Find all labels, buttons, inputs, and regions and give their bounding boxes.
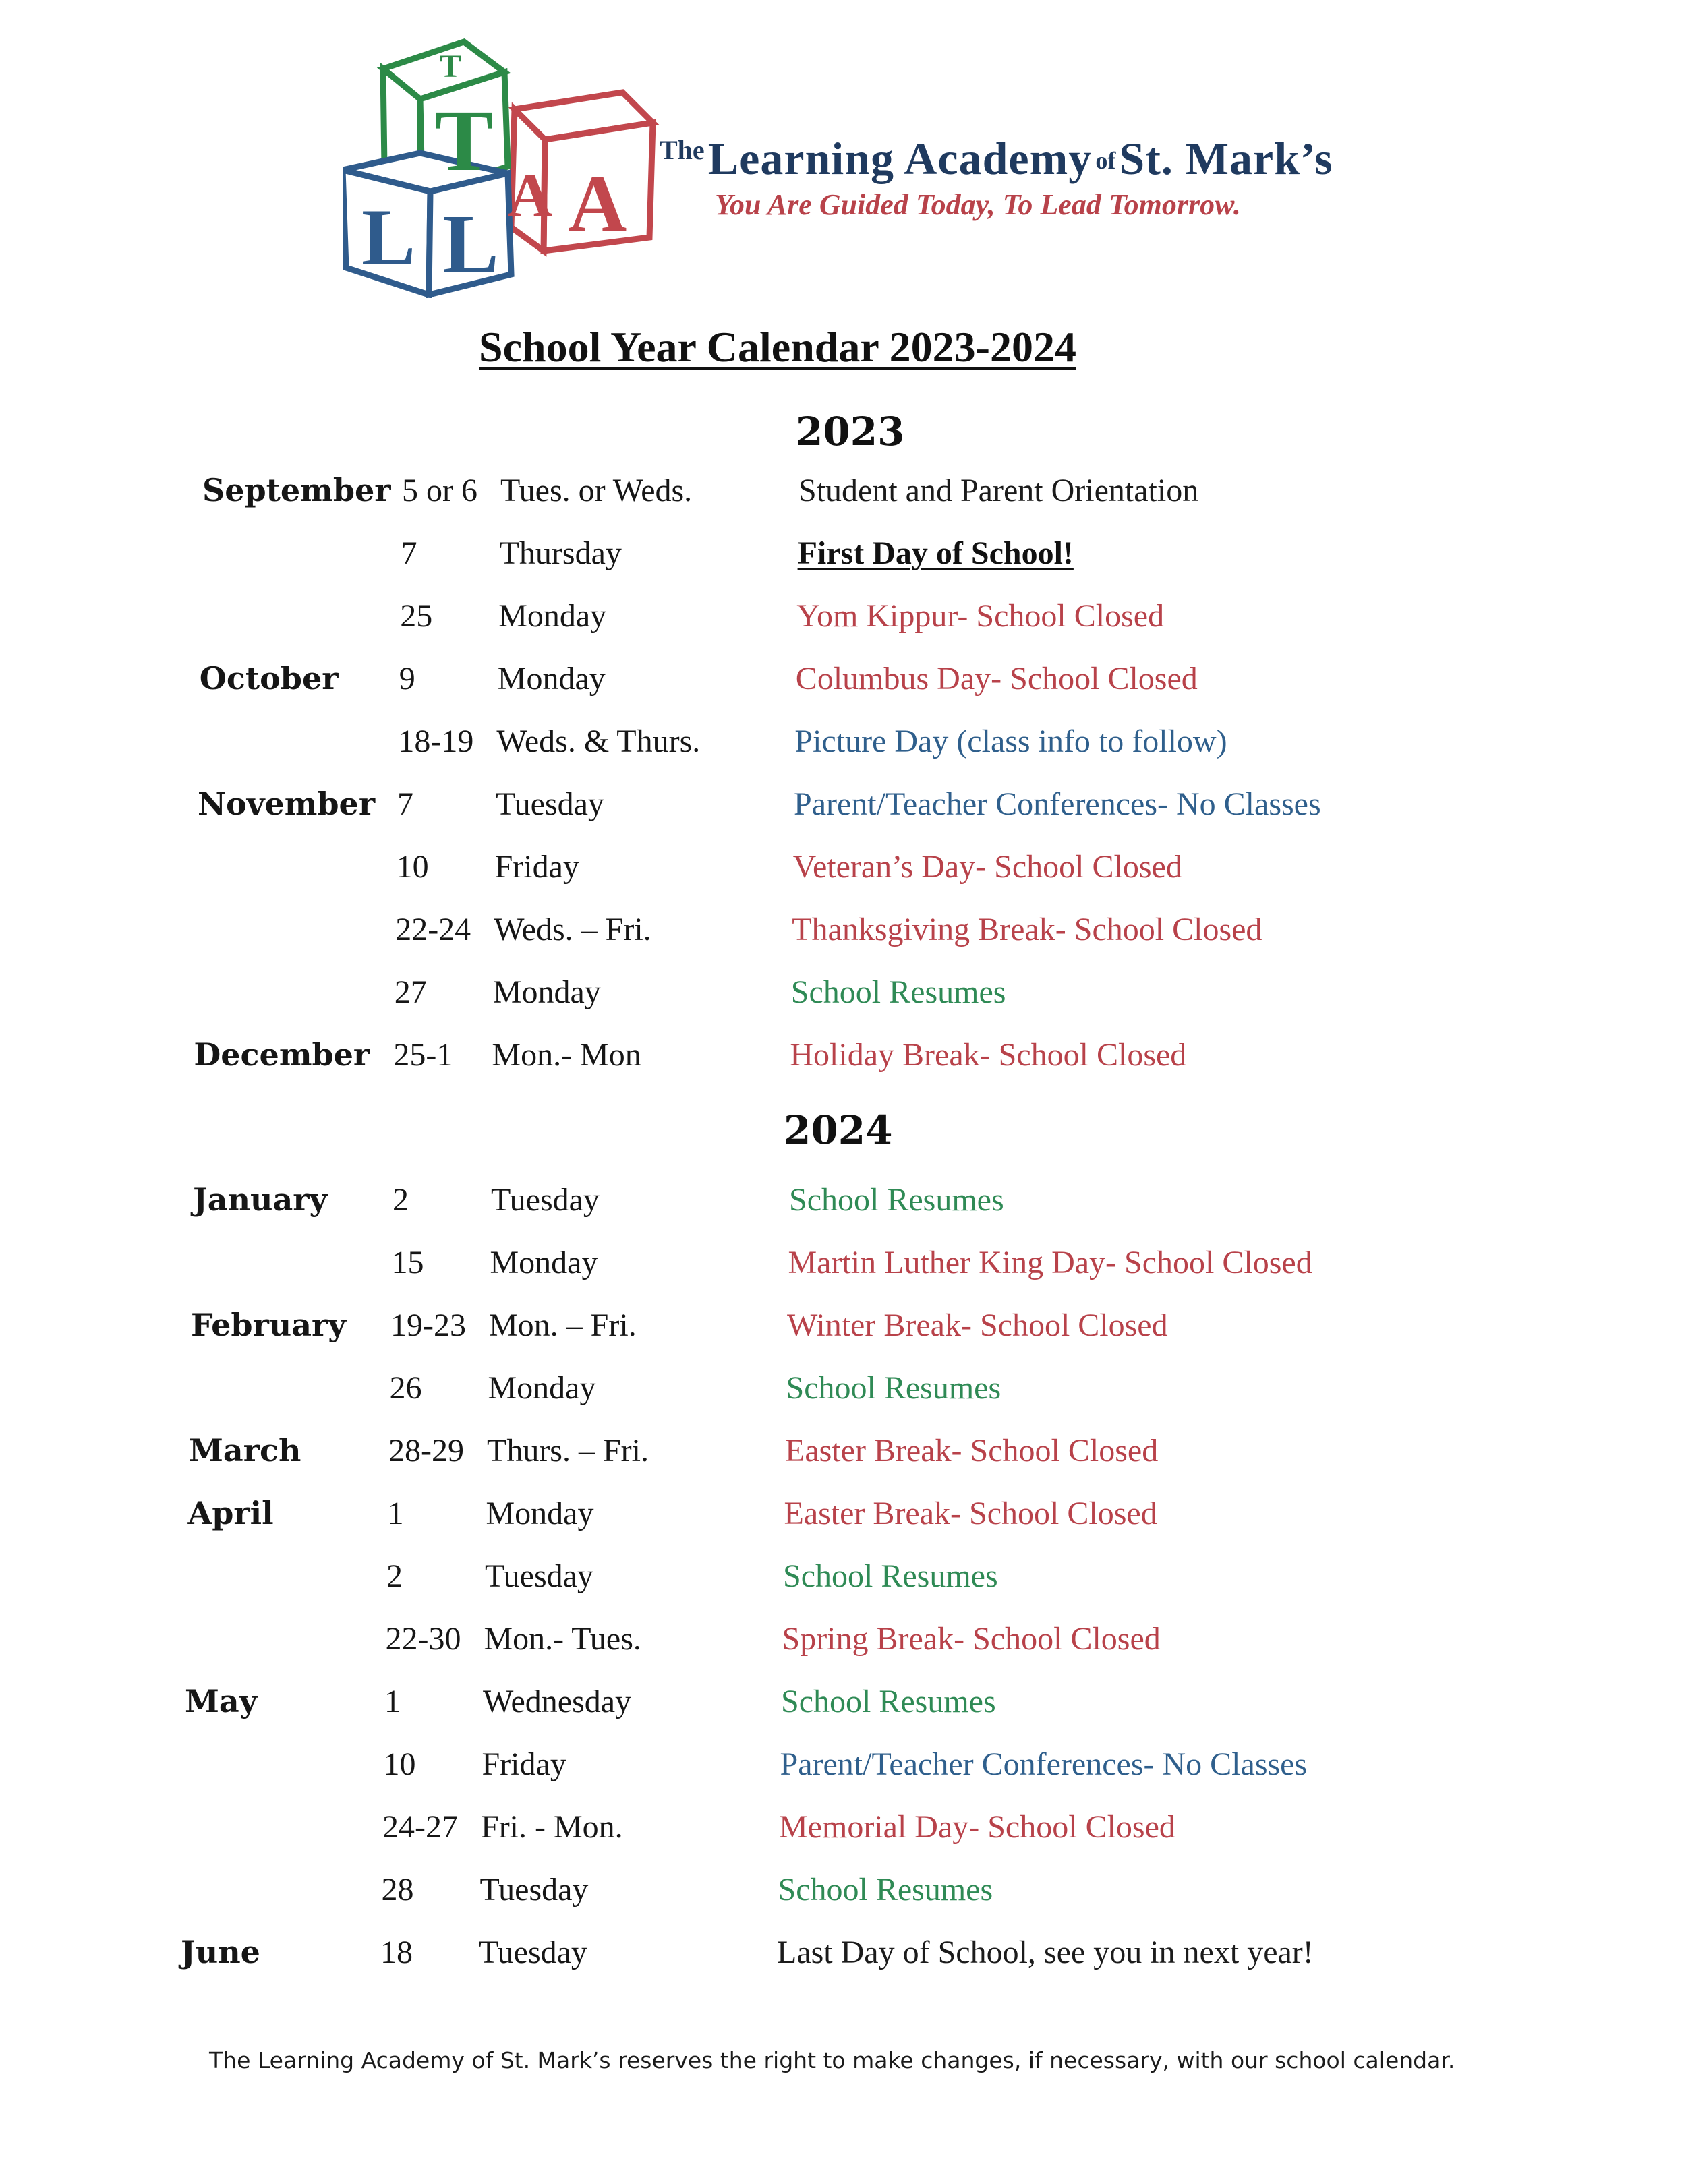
calendar-row	[0, 1934, 1686, 1988]
calendar-row	[0, 1036, 1686, 1090]
calendar-row	[0, 848, 1686, 902]
event-date: 26	[389, 1370, 422, 1406]
event-day: Weds. – Fri.	[494, 912, 651, 947]
event-description: First Day of School!	[797, 535, 1074, 571]
cube-letter: L	[361, 192, 416, 282]
calendar-row	[0, 1307, 1686, 1361]
month-label: March	[189, 1432, 301, 1469]
event-date: 19-23	[390, 1307, 466, 1343]
event-description: Parent/Teacher Conferences- No Classes	[780, 1746, 1308, 1782]
calendar-row	[0, 786, 1686, 839]
calendar-row	[0, 1871, 1686, 1925]
event-day: Tues. or Weds.	[500, 473, 693, 508]
calendar-row	[0, 1181, 1686, 1235]
event-date: 25-1	[393, 1037, 453, 1073]
month-label: May	[185, 1683, 258, 1719]
event-date: 27	[394, 974, 427, 1010]
event-day: Monday	[490, 1245, 598, 1280]
event-description: Yom Kippur- School Closed	[796, 598, 1165, 634]
brand-name-part1: Learning Academy	[707, 133, 1093, 184]
event-description: Student and Parent Orientation	[798, 473, 1199, 508]
event-day: Friday	[494, 849, 579, 885]
event-day: Tuesday	[491, 1182, 600, 1218]
event-date: 25	[400, 598, 433, 634]
event-day: Monday	[486, 1496, 594, 1531]
event-description: Last Day of School, see you in next year!	[777, 1935, 1314, 1970]
event-description: School Resumes	[789, 1182, 1004, 1218]
event-description: School Resumes	[790, 974, 1006, 1010]
event-date: 9	[399, 661, 415, 697]
event-day: Fri. - Mon.	[481, 1809, 623, 1845]
brand-name	[660, 132, 1333, 185]
cube-letter: T	[434, 92, 494, 189]
event-day: Wednesday	[483, 1684, 632, 1719]
event-description: Easter Break- School Closed	[785, 1433, 1159, 1469]
month-label: February	[191, 1307, 347, 1343]
event-description: Spring Break- School Closed	[782, 1621, 1161, 1657]
month-label: October	[199, 660, 339, 697]
event-date: 28-29	[388, 1433, 464, 1469]
event-description: School Resumes	[778, 1872, 993, 1908]
event-date: 2	[386, 1558, 403, 1594]
event-day: Tuesday	[479, 1935, 587, 1970]
calendar-row	[0, 974, 1686, 1028]
event-description: Columbus Day- School Closed	[795, 661, 1198, 697]
event-description: Easter Break- School Closed	[784, 1496, 1157, 1531]
event-day: Thurs. – Fri.	[487, 1433, 649, 1469]
month-label: January	[193, 1181, 328, 1218]
event-day: Mon. – Fri.	[489, 1307, 637, 1343]
calendar-row	[0, 911, 1686, 965]
event-day: Thursday	[499, 535, 622, 571]
calendar-row	[0, 1558, 1686, 1612]
calendar-row	[0, 1620, 1686, 1674]
month-label: September	[202, 472, 391, 508]
event-date: 10	[383, 1746, 416, 1782]
event-date: 1	[384, 1684, 401, 1719]
event-day: Tuesday	[485, 1558, 593, 1594]
tla-blocks-logo	[343, 35, 660, 298]
calendar-row	[0, 1808, 1686, 1862]
calendar-row	[0, 472, 1686, 526]
footer-disclaimer: The Learning Academy of St. Mark’s reserves the right to make changes, if necessary, with our school calendar.	[209, 2047, 1455, 2073]
cube-letter: T	[439, 49, 462, 84]
calendar-row	[0, 1683, 1686, 1737]
event-description: Martin Luther King Day- School Closed	[788, 1245, 1312, 1280]
calendar-row	[0, 1244, 1686, 1298]
event-date: 10	[396, 849, 429, 885]
calendar-row	[0, 1369, 1686, 1423]
year-heading-2023: 2023	[796, 409, 905, 454]
event-day: Tuesday	[479, 1872, 589, 1908]
event-day: Monday	[497, 661, 606, 697]
event-description: Thanksgiving Break- School Closed	[792, 912, 1262, 947]
event-day: Monday	[492, 974, 601, 1010]
calendar-row	[0, 597, 1686, 651]
event-day: Weds. & Thurs.	[496, 724, 701, 759]
event-date: 18-19	[398, 724, 474, 759]
event-description: Memorial Day- School Closed	[779, 1809, 1175, 1845]
event-day: Tuesday	[496, 786, 604, 822]
event-description: Parent/Teacher Conferences- No Classes	[794, 786, 1321, 822]
event-description: School Resumes	[783, 1558, 998, 1594]
month-label: April	[187, 1495, 274, 1531]
calendar-row	[0, 1495, 1686, 1549]
month-label: November	[198, 786, 376, 822]
calendar-row	[0, 1746, 1686, 1800]
event-day: Mon.- Mon	[492, 1037, 641, 1073]
event-day: Mon.- Tues.	[484, 1621, 641, 1657]
brand-of: of	[1095, 147, 1116, 174]
cube-letter: L	[442, 198, 499, 291]
event-date: 24-27	[382, 1809, 458, 1845]
event-date: 2	[393, 1182, 409, 1218]
event-date: 5 or 6	[402, 473, 477, 508]
event-date: 28	[381, 1872, 414, 1908]
brand-name-part2: St. Mark’s	[1119, 133, 1333, 184]
calendar-row	[0, 660, 1686, 714]
event-description: Winter Break- School Closed	[787, 1307, 1168, 1343]
event-date: 15	[391, 1245, 424, 1280]
event-date: 7	[397, 786, 413, 822]
page-title: School Year Calendar 2023-2024	[479, 323, 1076, 371]
cube-letter: A	[507, 160, 553, 229]
event-description: Picture Day (class info to follow)	[794, 724, 1227, 759]
event-date: 7	[401, 535, 417, 571]
cube-letter: A	[568, 158, 627, 248]
event-date: 22-30	[385, 1621, 461, 1657]
month-label: June	[181, 1934, 260, 1970]
month-label: December	[194, 1036, 370, 1073]
event-date: 22-24	[395, 912, 471, 947]
brand-the: The	[660, 135, 705, 165]
calendar-row	[0, 723, 1686, 777]
event-day: Friday	[482, 1746, 566, 1782]
event-description: Holiday Break- School Closed	[790, 1037, 1187, 1073]
calendar-row	[0, 1432, 1686, 1486]
event-description: School Resumes	[786, 1370, 1001, 1406]
event-date: 18	[380, 1935, 413, 1970]
event-date: 1	[387, 1496, 404, 1531]
calendar-row	[0, 535, 1686, 589]
year-heading-2024: 2024	[784, 1107, 893, 1153]
event-description: School Resumes	[781, 1684, 996, 1719]
brand-tagline: You Are Guided Today, To Lead Tomorrow.	[715, 188, 1241, 221]
event-day: Monday	[498, 598, 607, 634]
event-day: Monday	[488, 1370, 596, 1406]
event-description: Veteran’s Day- School Closed	[792, 849, 1182, 885]
